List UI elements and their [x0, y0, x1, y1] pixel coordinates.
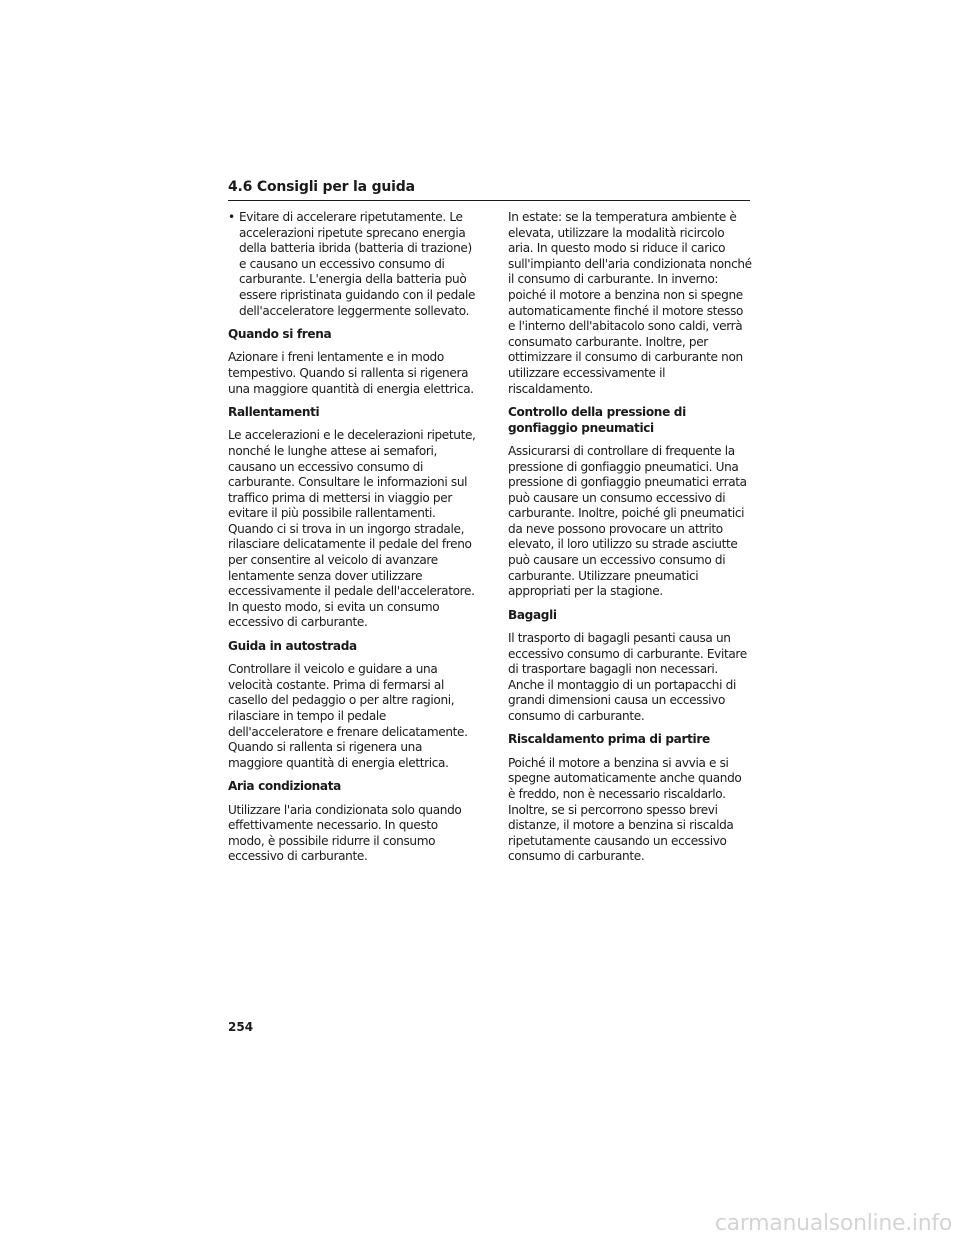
- warmup-heading: Riscaldamento prima di partire: [508, 732, 710, 747]
- luggage-paragraph: Il trasporto di bagagli pesanti causa un eccessivo consumo di carburante. Evitare di trasportare bagagli non necessari. Anche il montaggio di un portapacchi di grandi dimensioni causa un eccessivo consumo di carburante.: [508, 631, 747, 723]
- list-item: [228, 210, 476, 319]
- highway-paragraph: Controllare il veicolo e guidare a una velocità costante. Prima di fermarsi al casello del pedaggio o per altre ragioni, rilasciare in tempo il pedale dell'acceleratore e frenare delicatamente. Quando si rallenta si rigenera una maggiore quantità di energia elettrica.: [228, 662, 468, 770]
- tire-pressure-paragraph: Assicurarsi di controllare di frequente la pressione di gonfiaggio pneumatici. Una pressione di gonfiaggio pneumatici errata può causare un consumo eccessivo di carburante. Inoltre, poiché gli pneumatici da neve possono provocare un attrito elevato, il loro utilizzo su strade asciutte può causare un eccessivo consumo di carburante. Utilizzare pneumatici appropriati per la stagione.: [508, 443, 747, 599]
- highway-heading: Guida in autostrada: [228, 638, 357, 653]
- right-column: [508, 210, 752, 873]
- watermark: carmanualsonline.info: [714, 1211, 952, 1236]
- bullet-marker: •: [228, 210, 235, 224]
- slowdowns-heading: Rallentamenti: [228, 404, 320, 419]
- section-header: [228, 178, 750, 201]
- ac-paragraph: Utilizzare l'aria condizionata solo quando effettivamente necessario. In questo modo, è possibile ridurre il consumo eccessivo di carburante.: [228, 802, 462, 864]
- luggage-heading: Bagagli: [508, 607, 557, 622]
- page-number: 254: [228, 1020, 254, 1034]
- seasons-paragraph: In estate: se la temperatura ambiente è elevata, utilizzare la modalità ricircolo aria. In questo modo si riduce il carico sull'impianto dell'aria condizionata nonché il consumo di carburante. In inverno: poiché il motore a benzina non si spegne automaticamente finché il motore stesso e l'interno dell'abitacolo sono caldi, verrà consumato carburante. Inoltre, per ottimizzare il consumo di carburante non utilizzare eccessivamente il riscaldamento.: [508, 210, 752, 396]
- bullet-text: Evitare di accelerare ripetutamente. Le accelerazioni ripetute sprecano energia della batteria ibrida (batteria di trazione) e causano un eccessivo consumo di carburante. L'energia della batteria può essere ripristinata guidando con il pedale dell'acceleratore leggermente sollevato.: [239, 210, 476, 318]
- braking-heading: Quando si frena: [228, 326, 332, 341]
- section-title: 4.6 Consigli per la guida: [228, 179, 415, 195]
- tire-pressure-heading: Controllo della pressione di gonfiaggio pneumatici: [508, 404, 686, 435]
- left-column: [228, 210, 476, 873]
- slowdowns-paragraph: Le accelerazioni e le decelerazioni ripetute, nonché le lunghe attese ai semafori, causano un eccessivo consumo di carburante. Consultare le informazioni sul traffico prima di mettersi in viaggio per evitare il più possibile rallentamenti. Quando ci si trova in un ingorgo stradale, rilasciare delicatamente il pedale del freno per consentire al veicolo di avanzare lentamente senza dover utilizzare eccessivamente il pedale dell'acceleratore. In questo modo, si evita un consumo eccessivo di carburante.: [228, 428, 476, 630]
- ac-heading: Aria condizionata: [228, 779, 341, 794]
- braking-paragraph: Azionare i freni lentamente e in modo tempestivo. Quando si rallenta si rigenera una maggiore quantità di energia elettrica.: [228, 350, 474, 396]
- warmup-paragraph: Poiché il motore a benzina si avvia e si spegne automaticamente anche quando è freddo, non è necessario riscaldarlo. Inoltre, se si percorrono spesso brevi distanze, il motore a benzina si riscalda ripetutamente causando un eccessivo consumo di carburante.: [508, 755, 742, 864]
